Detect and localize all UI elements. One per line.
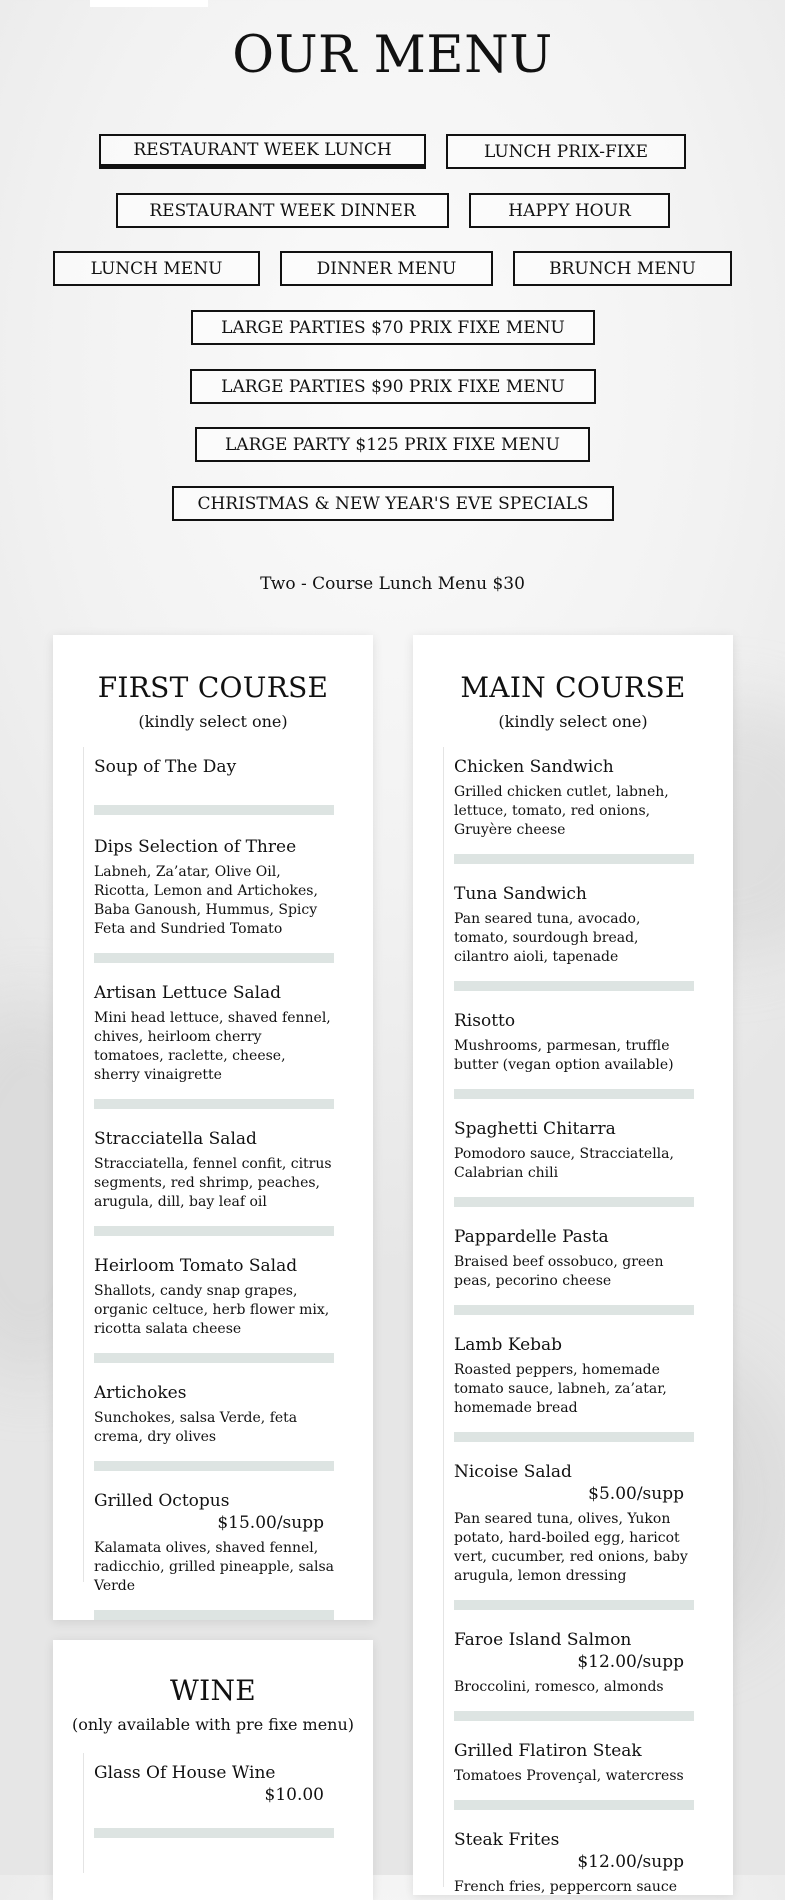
item-description: Labneh, Za’atar, Olive Oil, Ricotta, Lemon and Artichokes, Baba Ganoush, Hummus, Spicy Feta and Sundried Tomato	[94, 864, 318, 937]
list-item	[454, 1462, 694, 1610]
tab-happy-hour[interactable]: HAPPY HOUR	[469, 193, 670, 228]
top-bar-strip	[90, 0, 208, 7]
first-course-card	[53, 635, 373, 1620]
list-item	[454, 1119, 694, 1207]
wine-note: (only available with pre fixe menu)	[71, 1715, 355, 1734]
item-name: Steak Frites	[454, 1830, 560, 1850]
tab-dinner-menu[interactable]: DINNER MENU	[280, 251, 493, 286]
item-description: Braised beef ossobuco, green peas, pecorino cheese	[454, 1254, 664, 1289]
list-item	[94, 1763, 334, 1838]
item-name: Risotto	[454, 1011, 516, 1031]
tab-lunch-prix-fixe[interactable]: LUNCH PRIX-FIXE	[446, 134, 686, 169]
item-separator	[94, 1099, 334, 1109]
item-price: $12.00/supp	[577, 1852, 684, 1872]
list-item	[454, 1335, 694, 1442]
item-description: French fries, peppercorn sauce	[454, 1879, 677, 1895]
wine-list	[83, 1753, 334, 1873]
item-name: Pappardelle Pasta	[454, 1227, 609, 1247]
item-name: Spaghetti Chitarra	[454, 1119, 616, 1139]
item-separator	[454, 1197, 694, 1207]
list-item	[454, 1741, 694, 1810]
tab-large-parties-90[interactable]: LARGE PARTIES $90 PRIX FIXE MENU	[190, 369, 596, 404]
list-item	[94, 1383, 334, 1471]
first-course-heading: FIRST COURSE	[97, 671, 329, 704]
list-item	[454, 757, 694, 864]
item-separator	[94, 1610, 334, 1620]
item-separator	[454, 1711, 694, 1721]
list-item	[94, 1129, 334, 1236]
item-separator	[94, 805, 334, 815]
item-price: $5.00/supp	[588, 1484, 684, 1504]
list-item	[94, 837, 334, 963]
first-course-note: (kindly select one)	[138, 712, 288, 731]
tab-christmas-new-years-eve[interactable]: CHRISTMAS & NEW YEAR'S EVE SPECIALS	[172, 486, 614, 521]
main-course-list	[443, 747, 694, 1895]
list-item	[454, 1630, 694, 1721]
item-name: Dips Selection of Three	[94, 837, 297, 857]
item-description: Pomodoro sauce, Stracciatella, Calabrian chili	[454, 1146, 674, 1181]
item-name: Stracciatella Salad	[94, 1129, 257, 1149]
item-name: Faroe Island Salmon	[454, 1630, 632, 1650]
item-name: Tuna Sandwich	[454, 884, 587, 904]
wine-card	[53, 1640, 373, 1900]
item-name: Lamb Kebab	[454, 1335, 563, 1355]
page-title: OUR MENU	[232, 26, 553, 85]
tab-restaurant-week-dinner[interactable]: RESTAURANT WEEK DINNER	[116, 193, 449, 228]
item-separator	[94, 1353, 334, 1363]
list-item	[94, 1256, 334, 1363]
item-description: Shallots, candy snap grapes, organic celtuce, herb flower mix, ricotta salata cheese	[94, 1283, 330, 1337]
item-separator	[94, 1226, 334, 1236]
main-course-card	[413, 635, 733, 1895]
item-description: Pan seared tuna, olives, Yukon potato, hard-boiled egg, haricot vert, cucumber, red onions, baby arugula, lemon dressing	[454, 1511, 688, 1584]
item-separator	[454, 854, 694, 864]
item-name: Soup of The Day	[94, 757, 237, 777]
item-description: Grilled chicken cutlet, labneh, lettuce, tomato, red onions, Gruyère cheese	[454, 784, 669, 838]
item-separator	[454, 1800, 694, 1810]
list-item	[94, 983, 334, 1109]
item-name: Glass Of House Wine	[94, 1763, 276, 1783]
list-item	[454, 1830, 694, 1897]
tab-lunch-menu[interactable]: LUNCH MENU	[53, 251, 260, 286]
item-description: Roasted peppers, homemade tomato sauce, labneh, za’atar, homemade bread	[454, 1362, 667, 1416]
item-separator	[454, 1600, 694, 1610]
item-description: Mushrooms, parmesan, truffle butter (vegan option available)	[454, 1038, 674, 1073]
tab-restaurant-week-lunch[interactable]: RESTAURANT WEEK LUNCH	[99, 134, 426, 169]
item-name: Grilled Flatiron Steak	[454, 1741, 642, 1761]
item-name: Artichokes	[94, 1383, 187, 1403]
item-price: $15.00/supp	[217, 1513, 324, 1533]
item-separator	[454, 1432, 694, 1442]
item-separator	[94, 953, 334, 963]
item-description: Kalamata olives, shaved fennel, radicchio, grilled pineapple, salsa Verde	[94, 1540, 334, 1594]
item-description: Pan seared tuna, avocado, tomato, sourdough bread, cilantro aioli, tapenade	[454, 911, 641, 965]
item-name: Artisan Lettuce Salad	[94, 983, 282, 1003]
item-description: Tomatoes Provençal, watercress	[454, 1768, 684, 1784]
list-item	[94, 757, 334, 815]
tab-large-parties-70[interactable]: LARGE PARTIES $70 PRIX FIXE MENU	[191, 310, 595, 345]
item-separator	[454, 1089, 694, 1099]
list-item	[454, 1227, 694, 1315]
menu-subtitle: Two - Course Lunch Menu $30	[260, 574, 525, 594]
item-name: Nicoise Salad	[454, 1462, 572, 1482]
item-separator	[94, 1461, 334, 1471]
tab-brunch-menu[interactable]: BRUNCH MENU	[513, 251, 732, 286]
first-course-list	[83, 747, 334, 1594]
item-separator	[94, 1828, 334, 1838]
main-course-note: (kindly select one)	[498, 712, 648, 731]
item-price: $12.00/supp	[577, 1652, 684, 1672]
item-separator	[454, 981, 694, 991]
item-name: Chicken Sandwich	[454, 757, 614, 777]
item-description: Sunchokes, salsa Verde, feta crema, dry olives	[94, 1410, 298, 1445]
item-description: Mini head lettuce, shaved fennel, chives, heirloom cherry tomatoes, raclette, cheese, sherry vinaigrette	[94, 1010, 331, 1083]
item-price: $10.00	[264, 1785, 324, 1805]
item-separator	[454, 1305, 694, 1315]
item-description: Stracciatella, fennel confit, citrus segments, red shrimp, peaches, arugula, dill, bay leaf oil	[94, 1156, 332, 1210]
list-item	[454, 1011, 694, 1099]
item-name: Heirloom Tomato Salad	[94, 1256, 298, 1276]
tab-large-party-125[interactable]: LARGE PARTY $125 PRIX FIXE MENU	[195, 427, 590, 462]
item-description: Broccolini, romesco, almonds	[454, 1679, 664, 1695]
wine-heading: WINE	[170, 1674, 256, 1707]
list-item	[454, 884, 694, 991]
list-item	[94, 1491, 334, 1620]
item-name: Grilled Octopus	[94, 1491, 230, 1511]
main-course-heading: MAIN COURSE	[460, 671, 686, 704]
